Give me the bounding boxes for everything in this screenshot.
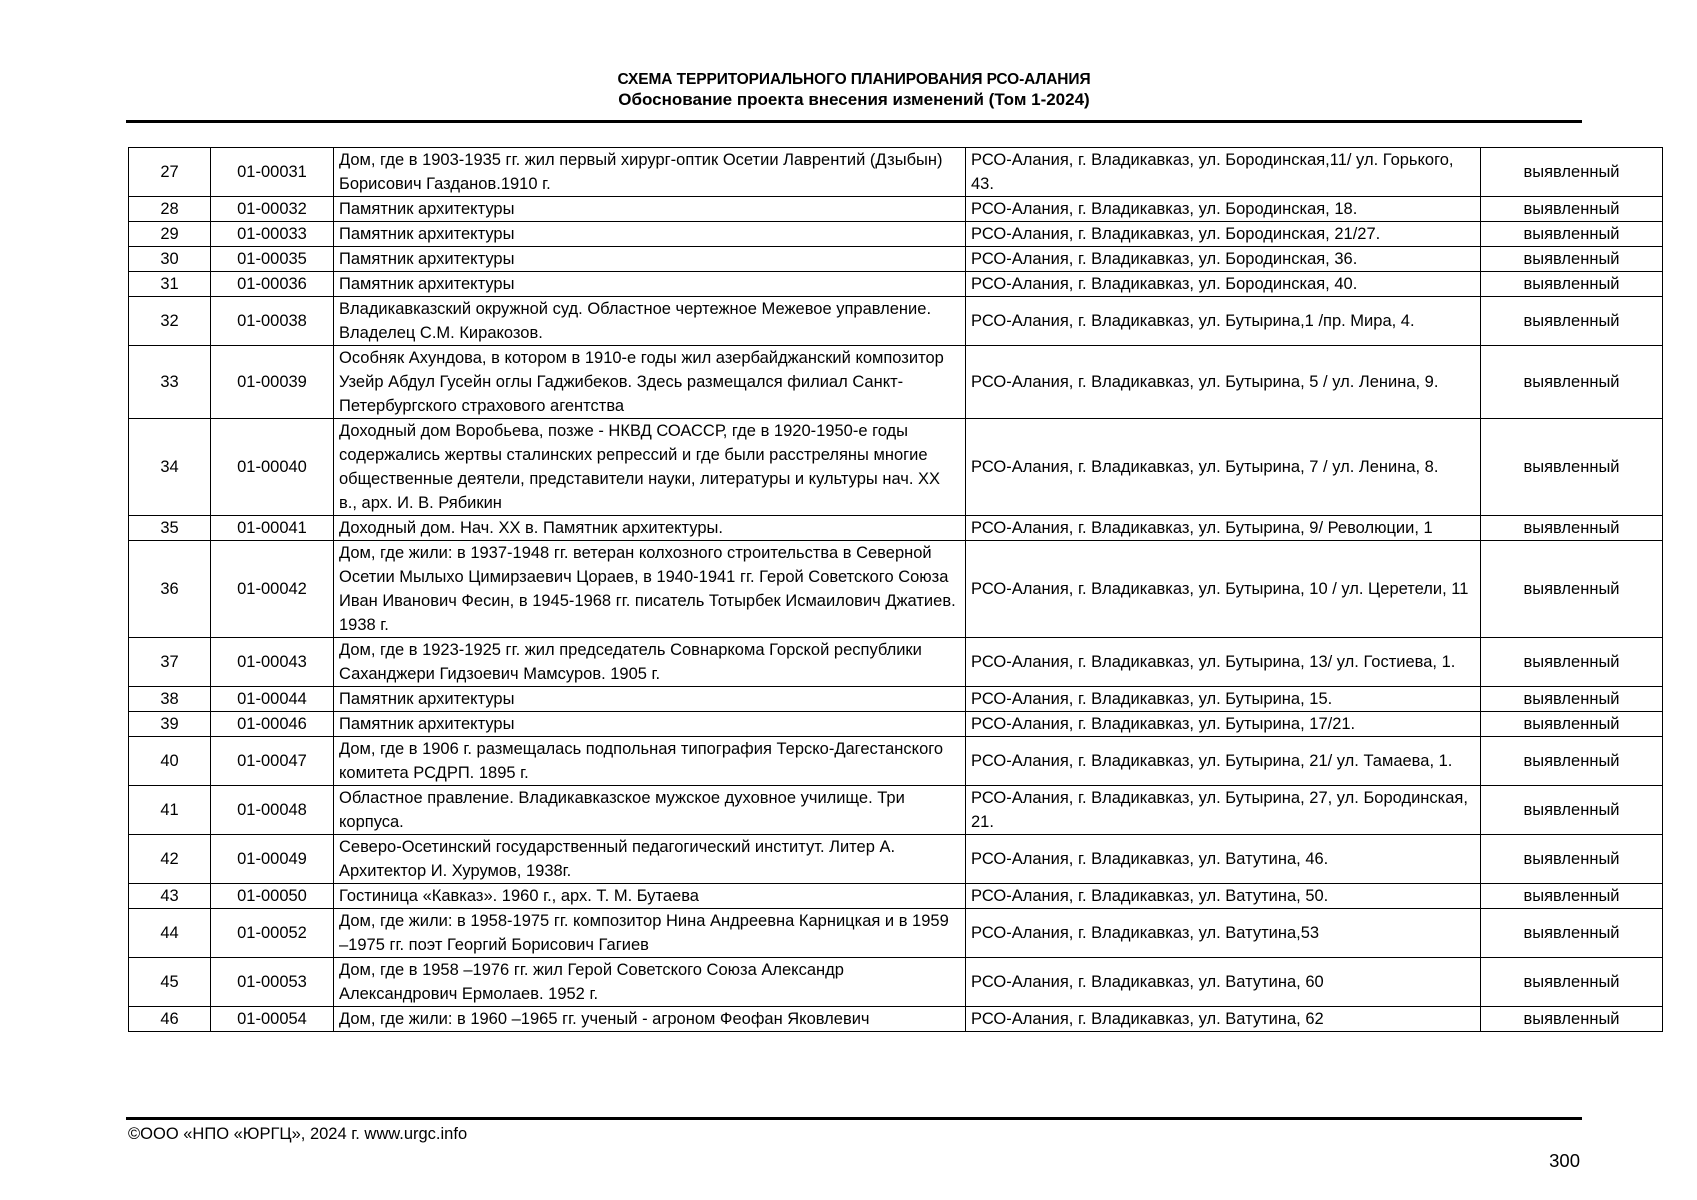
registry-code: 01-00050: [211, 884, 334, 909]
table-row: [129, 247, 1663, 272]
footer-copyright: ©ООО «НПО «ЮРГЦ», 2024 г. www.urgc.info: [128, 1125, 468, 1143]
table-body: [129, 148, 1663, 1032]
table-row: [129, 541, 1663, 638]
object-name: Особняк Ахундова, в котором в 1910-е годы жил азербайджанский композитор Узейр Абдул Гусейн оглы Гаджибеков. Здесь размещался филиал Санкт-Петербургского страхового агентства: [334, 346, 966, 419]
footer-divider: [126, 1117, 1582, 1120]
registry-code: 01-00042: [211, 541, 334, 638]
registry-code: 01-00043: [211, 638, 334, 687]
registry-code: 01-00054: [211, 1007, 334, 1032]
protection-status: выявленный: [1481, 909, 1663, 958]
header-divider: [126, 120, 1582, 123]
registry-code: 01-00052: [211, 909, 334, 958]
row-number: 28: [129, 197, 211, 222]
row-number: 43: [129, 884, 211, 909]
object-name: Памятник архитектуры: [334, 687, 966, 712]
protection-status: выявленный: [1481, 516, 1663, 541]
object-name: Дом, где в 1923-1925 гг. жил председатель Совнаркома Горской республики Саханджери Гидзоевич Мамсуров. 1905 г.: [334, 638, 966, 687]
protection-status: выявленный: [1481, 297, 1663, 346]
table-row: [129, 346, 1663, 419]
row-number: 45: [129, 958, 211, 1007]
protection-status: выявленный: [1481, 222, 1663, 247]
object-address: РСО-Алания, г. Владикавказ, ул. Бутырина, 15.: [966, 687, 1481, 712]
object-name: Гостиница «Кавказ». 1960 г., арх. Т. М. Бутаева: [334, 884, 966, 909]
table-row: [129, 958, 1663, 1007]
object-address: РСО-Алания, г. Владикавказ, ул. Ватутина,53: [966, 909, 1481, 958]
registry-code: 01-00038: [211, 297, 334, 346]
row-number: 27: [129, 148, 211, 197]
protection-status: выявленный: [1481, 197, 1663, 222]
registry-code: 01-00035: [211, 247, 334, 272]
object-address: РСО-Алания, г. Владикавказ, ул. Бутырина,1 /пр. Мира, 4.: [966, 297, 1481, 346]
object-name: Дом, где жили: в 1958-1975 гг. композитор Нина Андреевна Карницкая и в 1959 –1975 гг. поэт Георгий Борисович Гагиев: [334, 909, 966, 958]
table-row: [129, 737, 1663, 786]
row-number: 44: [129, 909, 211, 958]
protection-status: выявленный: [1481, 687, 1663, 712]
protection-status: выявленный: [1481, 884, 1663, 909]
object-name: Памятник архитектуры: [334, 197, 966, 222]
protection-status: выявленный: [1481, 541, 1663, 638]
object-name: Памятник архитектуры: [334, 222, 966, 247]
object-name: Дом, где в 1903-1935 гг. жил первый хирург-оптик Осетии Лаврентий (Дзыбын) Борисович Газданов.1910 г.: [334, 148, 966, 197]
row-number: 46: [129, 1007, 211, 1032]
table-row: [129, 712, 1663, 737]
registry-code: 01-00049: [211, 835, 334, 884]
table-row: [129, 835, 1663, 884]
object-address: РСО-Алания, г. Владикавказ, ул. Бутырина, 27, ул. Бородинская, 21.: [966, 786, 1481, 835]
row-number: 31: [129, 272, 211, 297]
object-address: РСО-Алания, г. Владикавказ, ул. Ватутина, 62: [966, 1007, 1481, 1032]
table-row: [129, 222, 1663, 247]
registry-code: 01-00033: [211, 222, 334, 247]
protection-status: выявленный: [1481, 272, 1663, 297]
object-address: РСО-Алания, г. Владикавказ, ул. Ватутина, 50.: [966, 884, 1481, 909]
object-address: РСО-Алания, г. Владикавказ, ул. Бутырина, 21/ ул. Тамаева, 1.: [966, 737, 1481, 786]
document-subtitle: Обоснование проекта внесения изменений (Том 1-2024): [618, 90, 1090, 109]
object-name: Памятник архитектуры: [334, 712, 966, 737]
row-number: 36: [129, 541, 211, 638]
table-row: [129, 786, 1663, 835]
registry-code: 01-00048: [211, 786, 334, 835]
object-address: РСО-Алания, г. Владикавказ, ул. Бородинская, 18.: [966, 197, 1481, 222]
object-name: Владикавказский окружной суд. Областное чертежное Межевое управление. Владелец С.М. Киракозов.: [334, 297, 966, 346]
heritage-registry-table-wrap: [128, 147, 1662, 1032]
object-address: РСО-Алания, г. Владикавказ, ул. Бутырина, 10 / ул. Церетели, 11: [966, 541, 1481, 638]
object-name: Областное правление. Владикавказское мужское духовное училище. Три корпуса.: [334, 786, 966, 835]
registry-code: 01-00053: [211, 958, 334, 1007]
object-name: Доходный дом. Нач. ХХ в. Памятник архитектуры.: [334, 516, 966, 541]
registry-code: 01-00039: [211, 346, 334, 419]
protection-status: выявленный: [1481, 419, 1663, 516]
object-address: РСО-Алания, г. Владикавказ, ул. Бутырина, 17/21.: [966, 712, 1481, 737]
row-number: 30: [129, 247, 211, 272]
object-address: РСО-Алания, г. Владикавказ, ул. Бутырина, 5 / ул. Ленина, 9.: [966, 346, 1481, 419]
row-number: 34: [129, 419, 211, 516]
registry-code: 01-00044: [211, 687, 334, 712]
registry-code: 01-00041: [211, 516, 334, 541]
object-address: РСО-Алания, г. Владикавказ, ул. Бородинская, 36.: [966, 247, 1481, 272]
registry-code: 01-00032: [211, 197, 334, 222]
page-number: 300: [1549, 1150, 1580, 1171]
row-number: 39: [129, 712, 211, 737]
table-row: [129, 148, 1663, 197]
protection-status: выявленный: [1481, 835, 1663, 884]
table-row: [129, 1007, 1663, 1032]
table-row: [129, 638, 1663, 687]
page-header: [126, 70, 1582, 111]
registry-code: 01-00046: [211, 712, 334, 737]
object-address: РСО-Алания, г. Владикавказ, ул. Бутырина, 7 / ул. Ленина, 8.: [966, 419, 1481, 516]
table-row: [129, 197, 1663, 222]
row-number: 33: [129, 346, 211, 419]
row-number: 40: [129, 737, 211, 786]
table-row: [129, 884, 1663, 909]
object-address: РСО-Алания, г. Владикавказ, ул. Ватутина, 60: [966, 958, 1481, 1007]
table-row: [129, 297, 1663, 346]
protection-status: выявленный: [1481, 712, 1663, 737]
table-row: [129, 909, 1663, 958]
object-name: Дом, где в 1906 г. размещалась подпольная типография Терско-Дагестанского комитета РСДРП. 1895 г.: [334, 737, 966, 786]
protection-status: выявленный: [1481, 638, 1663, 687]
registry-code: 01-00031: [211, 148, 334, 197]
object-name: Памятник архитектуры: [334, 272, 966, 297]
row-number: 41: [129, 786, 211, 835]
object-name: Дом, где в 1958 –1976 гг. жил Герой Советского Союза Александр Александрович Ермолаев. 1952 г.: [334, 958, 966, 1007]
row-number: 29: [129, 222, 211, 247]
table-row: [129, 419, 1663, 516]
row-number: 32: [129, 297, 211, 346]
heritage-registry-table: [128, 147, 1663, 1032]
object-name: Памятник архитектуры: [334, 247, 966, 272]
protection-status: выявленный: [1481, 786, 1663, 835]
registry-code: 01-00047: [211, 737, 334, 786]
object-name: Дом, где жили: в 1937-1948 гг. ветеран колхозного строительства в Северной Осетии Мылыхо Цимирзаевич Цораев, в 1940-1941 гг. Герой Советского Союза Иван Иванович Фесин, в 1945-1968 гг. писатель Тотырбек Исмаилович Джатиев. 1938 г.: [334, 541, 966, 638]
document-title: СХЕМА ТЕРРИТОРИАЛЬНОГО ПЛАНИРОВАНИЯ РСО-АЛАНИЯ: [617, 71, 1091, 88]
protection-status: выявленный: [1481, 247, 1663, 272]
object-address: РСО-Алания, г. Владикавказ, ул. Бородинская, 21/27.: [966, 222, 1481, 247]
row-number: 38: [129, 687, 211, 712]
protection-status: выявленный: [1481, 346, 1663, 419]
object-address: РСО-Алания, г. Владикавказ, ул. Бородинская, 40.: [966, 272, 1481, 297]
object-name: Дом, где жили: в 1960 –1965 гг. ученый - агроном Феофан Яковлевич: [334, 1007, 966, 1032]
row-number: 35: [129, 516, 211, 541]
row-number: 37: [129, 638, 211, 687]
object-address: РСО-Алания, г. Владикавказ, ул. Ватутина, 46.: [966, 835, 1481, 884]
registry-code: 01-00040: [211, 419, 334, 516]
object-address: РСО-Алания, г. Владикавказ, ул. Бородинская,11/ ул. Горького, 43.: [966, 148, 1481, 197]
object-address: РСО-Алания, г. Владикавказ, ул. Бутырина, 9/ Революции, 1: [966, 516, 1481, 541]
object-name: Северо-Осетинский государственный педагогический институт. Литер А. Архитектор И. Хурумов, 1938г.: [334, 835, 966, 884]
protection-status: выявленный: [1481, 737, 1663, 786]
table-row: [129, 516, 1663, 541]
protection-status: выявленный: [1481, 1007, 1663, 1032]
row-number: 42: [129, 835, 211, 884]
protection-status: выявленный: [1481, 958, 1663, 1007]
table-row: [129, 687, 1663, 712]
protection-status: выявленный: [1481, 148, 1663, 197]
registry-code: 01-00036: [211, 272, 334, 297]
object-address: РСО-Алания, г. Владикавказ, ул. Бутырина, 13/ ул. Гостиева, 1.: [966, 638, 1481, 687]
table-row: [129, 272, 1663, 297]
object-name: Доходный дом Воробьева, позже - НКВД СОАССР, где в 1920-1950-е годы содержались жертвы сталинских репрессий и где были расстреляны многие общественные деятели, представители науки, литературы и культуры нач. ХХ в., арх. И. В. Рябикин: [334, 419, 966, 516]
